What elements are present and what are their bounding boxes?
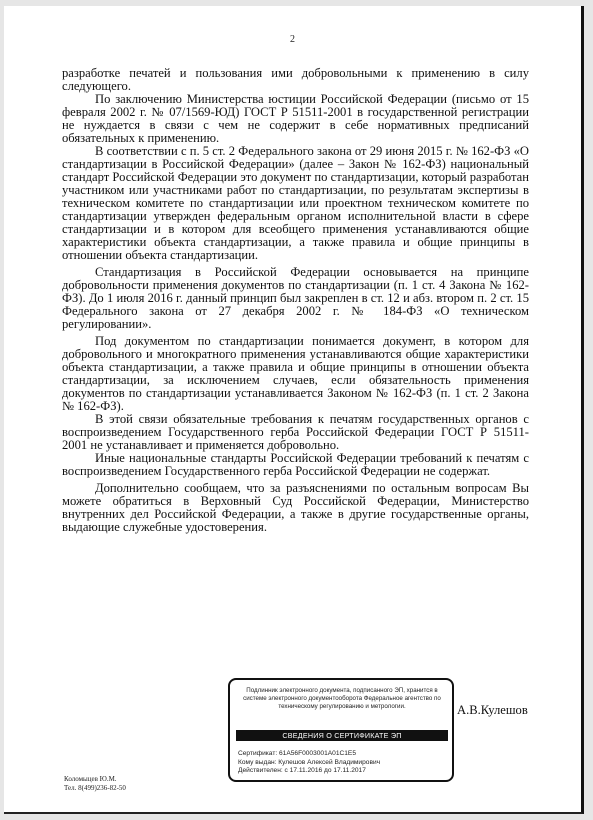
- paragraph-additional-info: Дополнительно сообщаем, что за разъяснениями по остальным вопросам Вы можете обратиться в Верховный Суд Российской Федерации, Министерство внутренних дел Российской Федерации, а также в другие государственные органы, выдающие служебные удостоверения.: [62, 481, 529, 534]
- electronic-signature-stamp: [228, 678, 454, 782]
- paragraph-justice-ministry: По заключению Министерства юстиции Российской Федерации (письмо от 15 февраля 2002 г. № 07/1569-ЮД) ГОСТ Р 51511-2001 в государственной регистрации не нуждается в связи с чем не содержит в себе нормативных предписаний обязательных к применению.: [62, 92, 529, 145]
- paragraph-standard-document: Под документом по стандартизации понимается документ, в котором для добровольного и многократного применения устанавливаются общие характеристики объекта стандартизации, а также правила и общие принципы в отношении объекта стандартизации, за исключением случаев, если обязательность применения документов по стандартизации устанавливается Законом № 162-ФЗ (п. 1 ст. 2 Закона № 162-ФЗ).: [62, 334, 529, 413]
- page-number: 2: [290, 34, 295, 45]
- stamp-header: Подлинник электронного документа, подписанного ЭП, хранится в системе электронного документооборота Федеральное агентство по техническому регулированию и метрологии.: [243, 687, 441, 710]
- stamp-issued-to: Кому выдан: Кулешов Алексей Владимирович: [238, 758, 381, 766]
- paragraph-continuation: разработке печатей и пользования ими добровольными к применению в силу следующего.: [62, 66, 529, 93]
- signatory-name: А.В.Кулешов: [457, 703, 528, 717]
- stamp-valid-period: Действителен: с 17.11.2016 до 17.11.2017: [238, 767, 366, 774]
- executor-phone: Тел. 8(499)236-82-50: [64, 784, 126, 792]
- letter-body: [62, 67, 529, 534]
- stamp-certificate-number: Сертификат: 61A56F0003001A01C1E5: [238, 750, 356, 757]
- paragraph-voluntary-principle: Стандартизация в Российской Федерации основывается на принципе добровольности применения документов по стандартизации (п. 1 ст. 4 Закона № 162-ФЗ). До 1 июля 2016 г. данный принцип был закреплен в ст. 12 и абз. втором п. 2 ст. 15 Федерального закона от 27 декабря 2002 г. № 184-ФЗ «О техническом регулировании».: [62, 265, 529, 331]
- stamp-certificate-details: [238, 750, 380, 776]
- executor-info: [64, 775, 126, 793]
- document-page: [4, 6, 584, 814]
- executor-name: Коломыцев Ю.М.: [64, 775, 117, 783]
- paragraph-gost-voluntary: В этой связи обязательные требования к печатям государственных органов с воспроизведением Государственного герба Российской Федерации ГОСТ Р 51511-2001 не устанавливает и применяется добровольно.: [62, 412, 529, 452]
- stamp-title-bar: СВЕДЕНИЯ О СЕРТИФИКАТЕ ЭП: [236, 730, 448, 741]
- paragraph-standard-definition: В соответствии с п. 5 ст. 2 Федерального закона от 29 июня 2015 г. № 162-ФЗ «О стандартизации в Российской Федерации» (далее – Закон № 162-ФЗ) национальный стандарт Российской Федерации это документ по стандартизации, который разработан участником или участниками работ по стандартизации, по результатам экспертизы в техническом комитете по стандартизации или проектном техническом комитете по стандартизации утвержден федеральным органом исполнительной власти в сфере стандартизации и в котором для всеобщего применения устанавливаются общие характеристики объекта стандартизации, а также правила и общие принципы в отношении объекта стандартизации.: [62, 144, 529, 262]
- paragraph-other-standards: Иные национальные стандарты Российской Федерации требований к печатям с воспроизведением Государственного герба Российской Федерации не содержат.: [62, 451, 529, 478]
